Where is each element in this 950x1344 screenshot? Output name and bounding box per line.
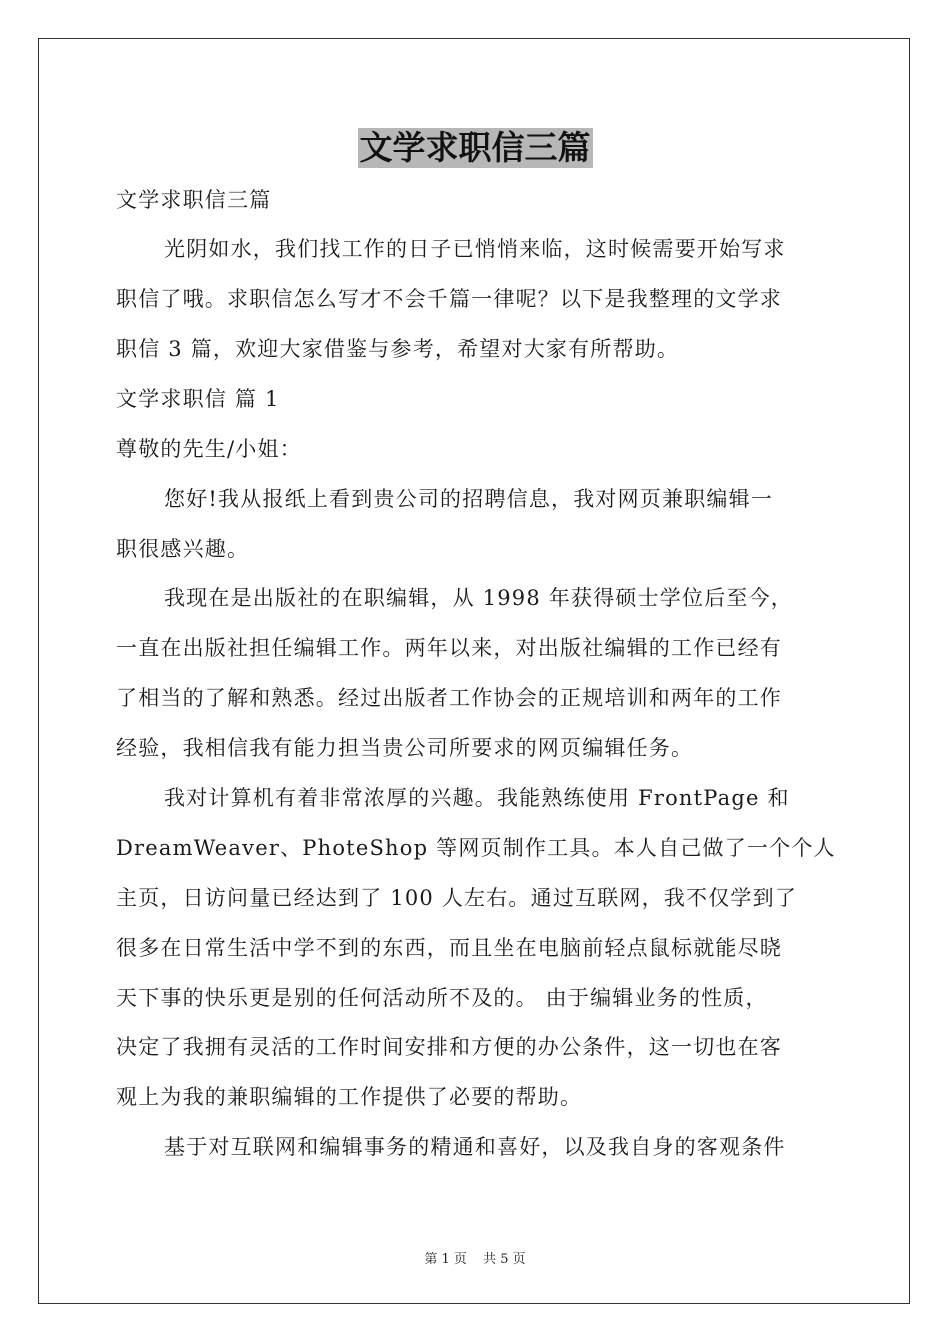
paragraph-line: 了相当的了解和熟悉。经过出版者工作协会的正规培训和两年的工作 — [116, 686, 782, 710]
section-heading: 文学求职信 篇 1 — [116, 387, 280, 411]
paragraph-line: 职很感兴趣。 — [116, 537, 250, 561]
paragraph-line: 职信 3 篇，欢迎大家借鉴与参考，希望对大家有所帮助。 — [116, 337, 680, 361]
paragraph-line: 我现在是出版社的在职编辑，从 1998 年获得硕士学位后至今， — [164, 586, 793, 610]
paragraph-line: 一直在出版社担任编辑工作。两年以来，对出版社编辑的工作已经有 — [116, 636, 782, 660]
salutation-line: 尊敬的先生/小姐： — [116, 437, 302, 461]
paragraph-line: 光阴如水，我们找工作的日子已悄悄来临，这时候需要开始写求 — [164, 237, 786, 261]
document-title: 文学求职信三篇 — [359, 128, 591, 167]
paragraph-line: 我对计算机有着非常浓厚的兴趣。我能熟练使用 FrontPage 和 — [164, 786, 790, 810]
paragraph-line: 您好!我从报纸上看到贵公司的招聘信息，我对网页兼职编辑一 — [164, 487, 774, 511]
paragraph-line: 观上为我的兼职编辑的工作提供了必要的帮助。 — [116, 1085, 583, 1109]
page-footer — [0, 1248, 950, 1267]
page-border — [38, 38, 910, 1304]
paragraph-line: 基于对互联网和编辑事务的精通和喜好，以及我自身的客观条件 — [164, 1135, 786, 1159]
title-wrap — [0, 128, 950, 168]
paragraph-line: 主页，日访问量已经达到了 100 人左右。通过互联网，我不仅学到了 — [116, 886, 798, 910]
paragraph-line: 很多在日常生活中学不到的东西，而且坐在电脑前轻点鼠标就能尽晓 — [116, 936, 782, 960]
paragraph-line: DreamWeaver、PhoteShop 等网页制作工具。本人自己做了一个个人 — [116, 836, 836, 860]
page-number: 第 1 页 — [424, 1252, 467, 1267]
paragraph-line: 职信了哦。求职信怎么写才不会千篇一律呢？以下是我整理的文学求 — [116, 287, 782, 311]
paragraph-line: 决定了我拥有灵活的工作时间安排和方便的办公条件，这一切也在客 — [116, 1035, 782, 1059]
page-total: 共 5 页 — [483, 1252, 526, 1267]
subtitle-line: 文学求职信三篇 — [116, 188, 272, 212]
paragraph-line: 经验，我相信我有能力担当贵公司所要求的网页编辑任务。 — [116, 736, 694, 760]
paragraph-line: 天下事的快乐更是别的任何活动所不及的。 由于编辑业务的性质， — [116, 986, 768, 1010]
